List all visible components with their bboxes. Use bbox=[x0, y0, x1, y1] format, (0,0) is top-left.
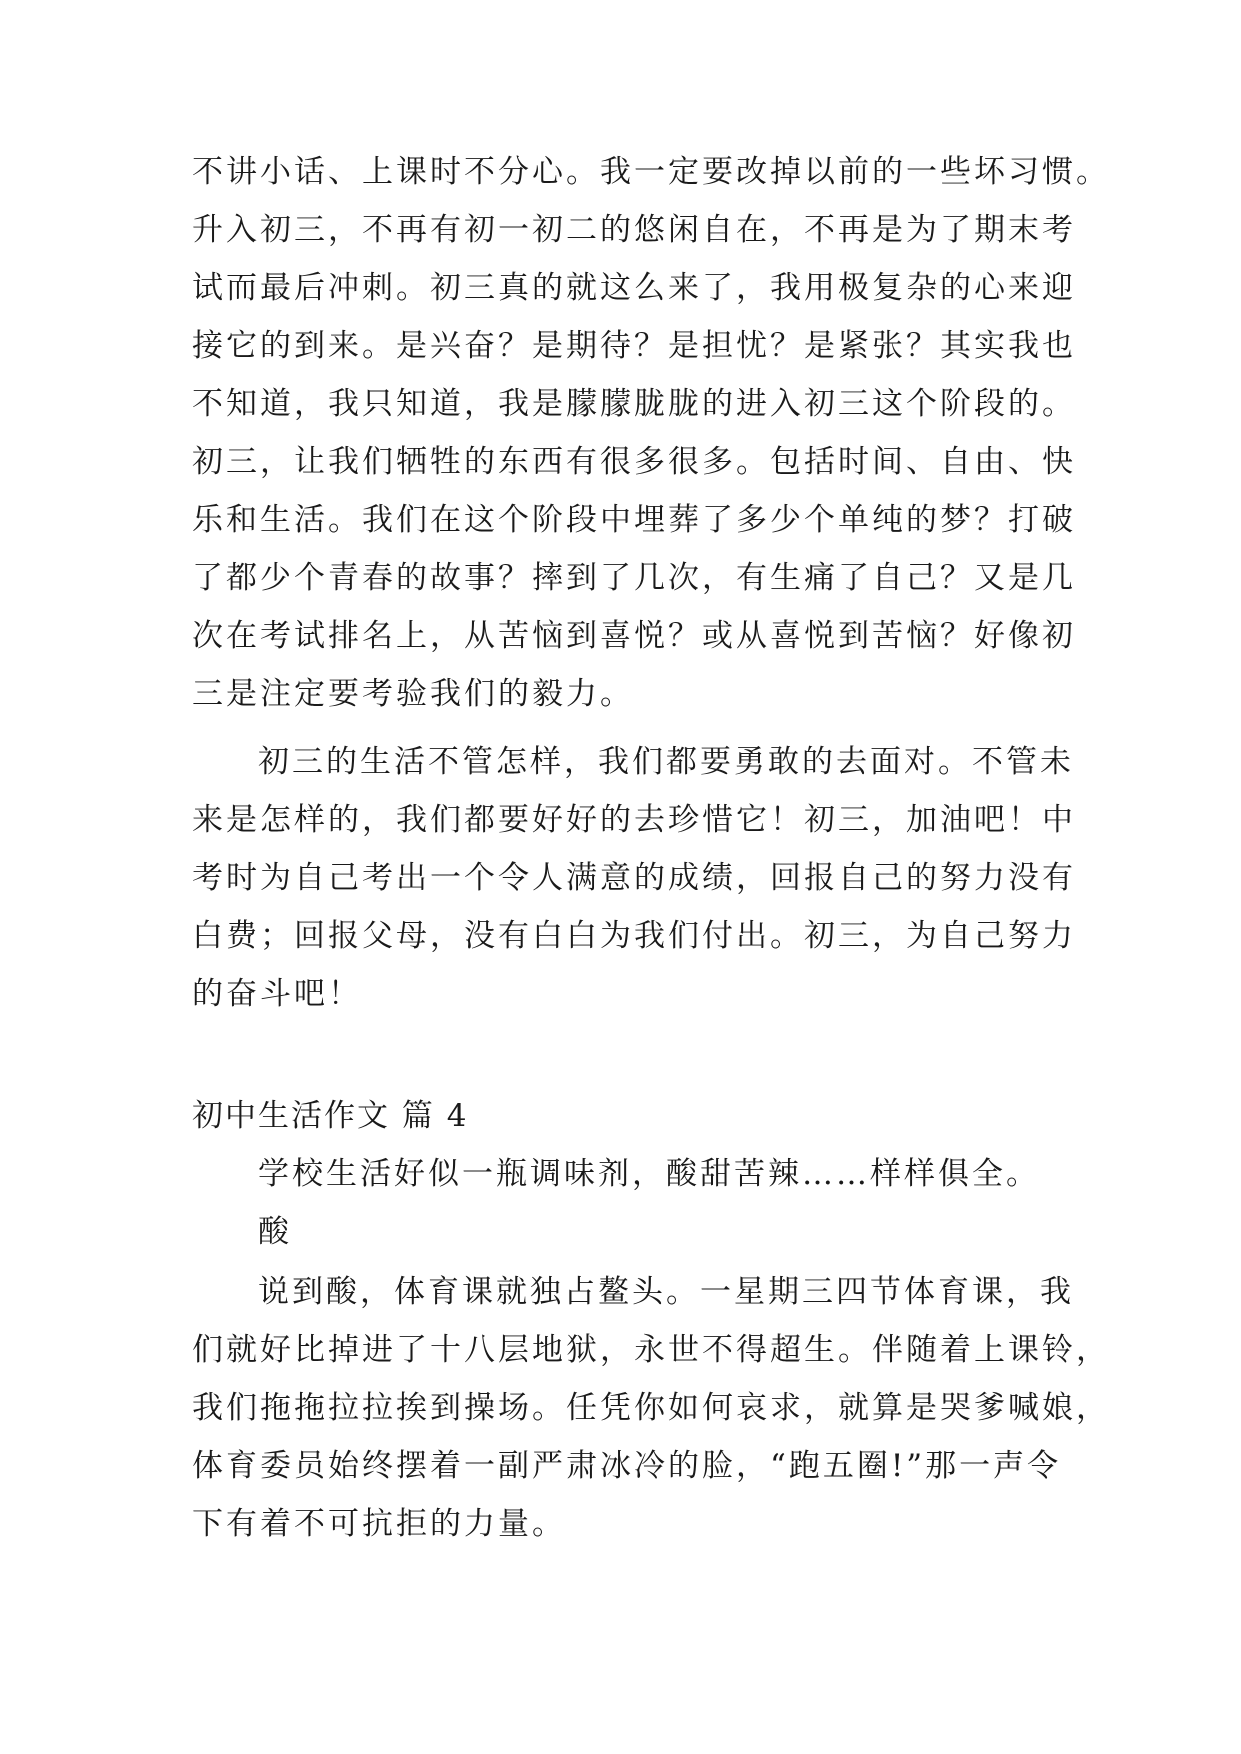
text-line: 白费；回报父母，没有白白为我们付出。初三，为自己努力 bbox=[192, 918, 1076, 954]
text-line: 的奋斗吧！ bbox=[192, 976, 362, 1012]
section-heading: 初中生活作文 篇 4 bbox=[192, 1098, 469, 1134]
text-line: 来是怎样的，我们都要好好的去珍惜它！初三，加油吧！中 bbox=[192, 802, 1076, 838]
text-line: 试而最后冲刺。初三真的就这么来了，我用极复杂的心来迎 bbox=[192, 270, 1076, 306]
paragraph-first-line: 初三的生活不管怎样，我们都要勇敢的去面对。不管未 bbox=[258, 744, 1074, 780]
text-line: 次在考试排名上，从苦恼到喜悦？或从喜悦到苦恼？好像初 bbox=[192, 618, 1076, 654]
text-line: 我们拖拖拉拉挨到操场。任凭你如何哀求，就算是哭爹喊娘， bbox=[192, 1390, 1110, 1426]
text-line: 体育委员始终摆着一副严肃冰冷的脸，“跑五圈!”那一声令 bbox=[192, 1448, 1062, 1484]
text-line: 初三，让我们牺牲的东西有很多很多。包括时间、自由、快 bbox=[192, 444, 1076, 480]
text-line: 下有着不可抗拒的力量。 bbox=[192, 1506, 566, 1542]
text-line: 乐和生活。我们在这个阶段中埋葬了多少个单纯的梦？打破 bbox=[192, 502, 1076, 538]
text-line: 了都少个青春的故事？摔到了几次，有生痛了自己？又是几 bbox=[192, 560, 1076, 596]
text-line: 们就好比掉进了十八层地狱，永世不得超生。伴随着上课铃， bbox=[192, 1332, 1110, 1368]
text-line: 不知道，我只知道，我是朦朦胧胧的进入初三这个阶段的。 bbox=[192, 386, 1076, 422]
paragraph-first-line: 说到酸，体育课就独占鳌头。一星期三四节体育课，我 bbox=[258, 1274, 1074, 1310]
text-line: 考时为自己考出一个令人满意的成绩，回报自己的努力没有 bbox=[192, 860, 1076, 896]
paragraph-first-line: 学校生活好似一瓶调味剂，酸甜苦辣……样样俱全。 bbox=[258, 1156, 1040, 1192]
subheading: 酸 bbox=[258, 1214, 292, 1250]
text-line: 不讲小话、上课时不分心。我一定要改掉以前的一些坏习惯。 bbox=[192, 154, 1110, 190]
text-line: 三是注定要考验我们的毅力。 bbox=[192, 676, 634, 712]
text-line: 升入初三，不再有初一初二的悠闲自在，不再是为了期末考 bbox=[192, 212, 1076, 248]
text-line: 接它的到来。是兴奋？是期待？是担忧？是紧张？其实我也 bbox=[192, 328, 1076, 364]
